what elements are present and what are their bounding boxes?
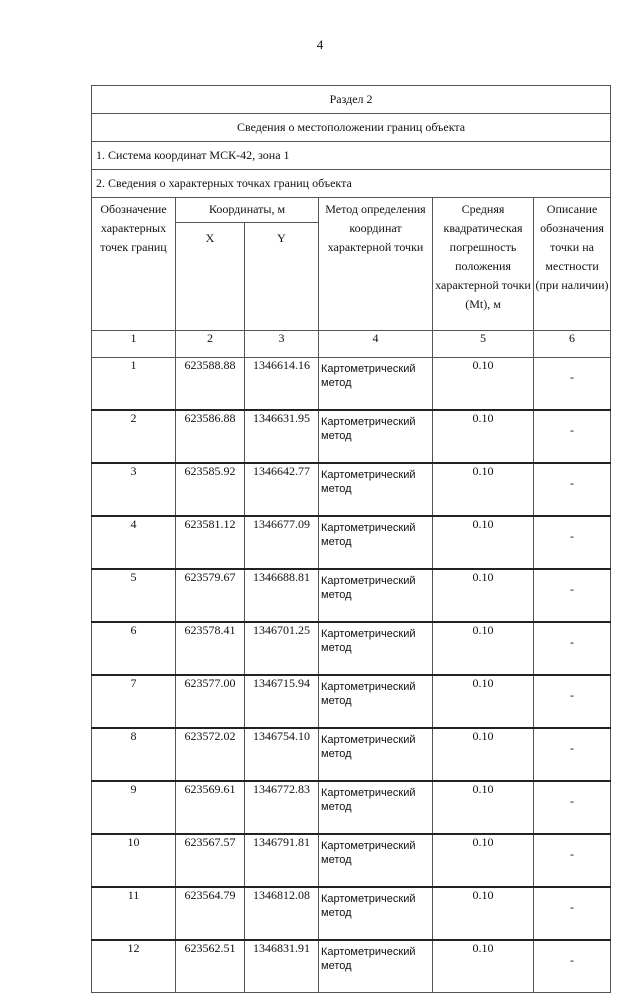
method-cell: Картометрический метод [319, 781, 433, 834]
point-id-cell: 6 [92, 622, 176, 675]
x-coordinate-cell: 623578.41 [176, 622, 245, 675]
table-row [92, 781, 611, 834]
section-subtitle: Сведения о местоположении границ объекта [92, 114, 611, 142]
header-point-designation: Обозначение характерных точек границ [92, 198, 176, 331]
x-coordinate-cell: 623588.88 [176, 358, 245, 411]
y-coordinate-cell: 1346772.83 [245, 781, 319, 834]
boundary-points-table [91, 85, 611, 993]
error-cell: 0.10 [433, 728, 534, 781]
method-cell: Картометрический метод [319, 516, 433, 569]
header-x: X [176, 223, 245, 331]
error-cell: 0.10 [433, 675, 534, 728]
x-coordinate-cell: 623585.92 [176, 463, 245, 516]
table-row [92, 463, 611, 516]
x-coordinate-cell: 623579.67 [176, 569, 245, 622]
description-cell: - [534, 516, 611, 569]
error-cell: 0.10 [433, 358, 534, 411]
method-cell: Картометрический метод [319, 358, 433, 411]
x-coordinate-cell: 623569.61 [176, 781, 245, 834]
point-id-cell: 10 [92, 834, 176, 887]
table-row [92, 887, 611, 940]
y-coordinate-cell: 1346754.10 [245, 728, 319, 781]
header-description: Описание обозначения точки на местности (при наличии) [534, 198, 611, 331]
y-coordinate-cell: 1346831.91 [245, 940, 319, 993]
table-row [92, 516, 611, 569]
column-number: 2 [176, 331, 245, 358]
point-id-cell: 8 [92, 728, 176, 781]
y-coordinate-cell: 1346642.77 [245, 463, 319, 516]
error-cell: 0.10 [433, 410, 534, 463]
error-cell: 0.10 [433, 569, 534, 622]
x-coordinate-cell: 623567.57 [176, 834, 245, 887]
x-coordinate-cell: 623572.02 [176, 728, 245, 781]
column-number: 5 [433, 331, 534, 358]
y-coordinate-cell: 1346812.08 [245, 887, 319, 940]
point-id-cell: 3 [92, 463, 176, 516]
description-cell: - [534, 622, 611, 675]
coordinate-system-line: 1. Система координат МСК-42, зона 1 [92, 142, 611, 170]
error-cell: 0.10 [433, 834, 534, 887]
y-coordinate-cell: 1346677.09 [245, 516, 319, 569]
method-cell: Картометрический метод [319, 569, 433, 622]
y-coordinate-cell: 1346791.81 [245, 834, 319, 887]
point-id-cell: 9 [92, 781, 176, 834]
y-coordinate-cell: 1346701.25 [245, 622, 319, 675]
page-number: 4 [316, 37, 324, 52]
column-number: 3 [245, 331, 319, 358]
point-id-cell: 4 [92, 516, 176, 569]
x-coordinate-cell: 623581.12 [176, 516, 245, 569]
header-coordinates: Координаты, м [176, 198, 319, 223]
point-id-cell: 1 [92, 358, 176, 411]
table-row [92, 622, 611, 675]
method-cell: Картометрический метод [319, 463, 433, 516]
table-row [92, 834, 611, 887]
description-cell: - [534, 781, 611, 834]
column-number: 6 [534, 331, 611, 358]
x-coordinate-cell: 623562.51 [176, 940, 245, 993]
error-cell: 0.10 [433, 781, 534, 834]
table-row [92, 358, 611, 411]
point-id-cell: 7 [92, 675, 176, 728]
header-y: Y [245, 223, 319, 331]
x-coordinate-cell: 623564.79 [176, 887, 245, 940]
description-cell: - [534, 569, 611, 622]
description-cell: - [534, 728, 611, 781]
error-cell: 0.10 [433, 622, 534, 675]
description-cell: - [534, 358, 611, 411]
error-cell: 0.10 [433, 516, 534, 569]
method-cell: Картометрический метод [319, 675, 433, 728]
y-coordinate-cell: 1346688.81 [245, 569, 319, 622]
table-row [92, 410, 611, 463]
point-id-cell: 12 [92, 940, 176, 993]
y-coordinate-cell: 1346614.16 [245, 358, 319, 411]
method-cell: Картометрический метод [319, 887, 433, 940]
header-method: Метод определения координат характерной точки [319, 198, 433, 331]
column-number: 4 [319, 331, 433, 358]
method-cell: Картометрический метод [319, 834, 433, 887]
points-info-line: 2. Сведения о характерных точках границ объекта [92, 170, 611, 198]
table-row [92, 728, 611, 781]
error-cell: 0.10 [433, 887, 534, 940]
point-id-cell: 11 [92, 887, 176, 940]
description-cell: - [534, 410, 611, 463]
method-cell: Картометрический метод [319, 622, 433, 675]
header-error: Средняя квадратическая погрешность положения характерной точки (Mt), м [433, 198, 534, 331]
y-coordinate-cell: 1346631.95 [245, 410, 319, 463]
table-row [92, 940, 611, 993]
method-cell: Картометрический метод [319, 940, 433, 993]
description-cell: - [534, 834, 611, 887]
table-row [92, 569, 611, 622]
section-title: Раздел 2 [92, 86, 611, 114]
description-cell: - [534, 940, 611, 993]
method-cell: Картометрический метод [319, 410, 433, 463]
description-cell: - [534, 463, 611, 516]
error-cell: 0.10 [433, 940, 534, 993]
table-row [92, 675, 611, 728]
point-id-cell: 5 [92, 569, 176, 622]
x-coordinate-cell: 623586.88 [176, 410, 245, 463]
description-cell: - [534, 887, 611, 940]
point-id-cell: 2 [92, 410, 176, 463]
description-cell: - [534, 675, 611, 728]
column-number: 1 [92, 331, 176, 358]
method-cell: Картометрический метод [319, 728, 433, 781]
x-coordinate-cell: 623577.00 [176, 675, 245, 728]
error-cell: 0.10 [433, 463, 534, 516]
y-coordinate-cell: 1346715.94 [245, 675, 319, 728]
